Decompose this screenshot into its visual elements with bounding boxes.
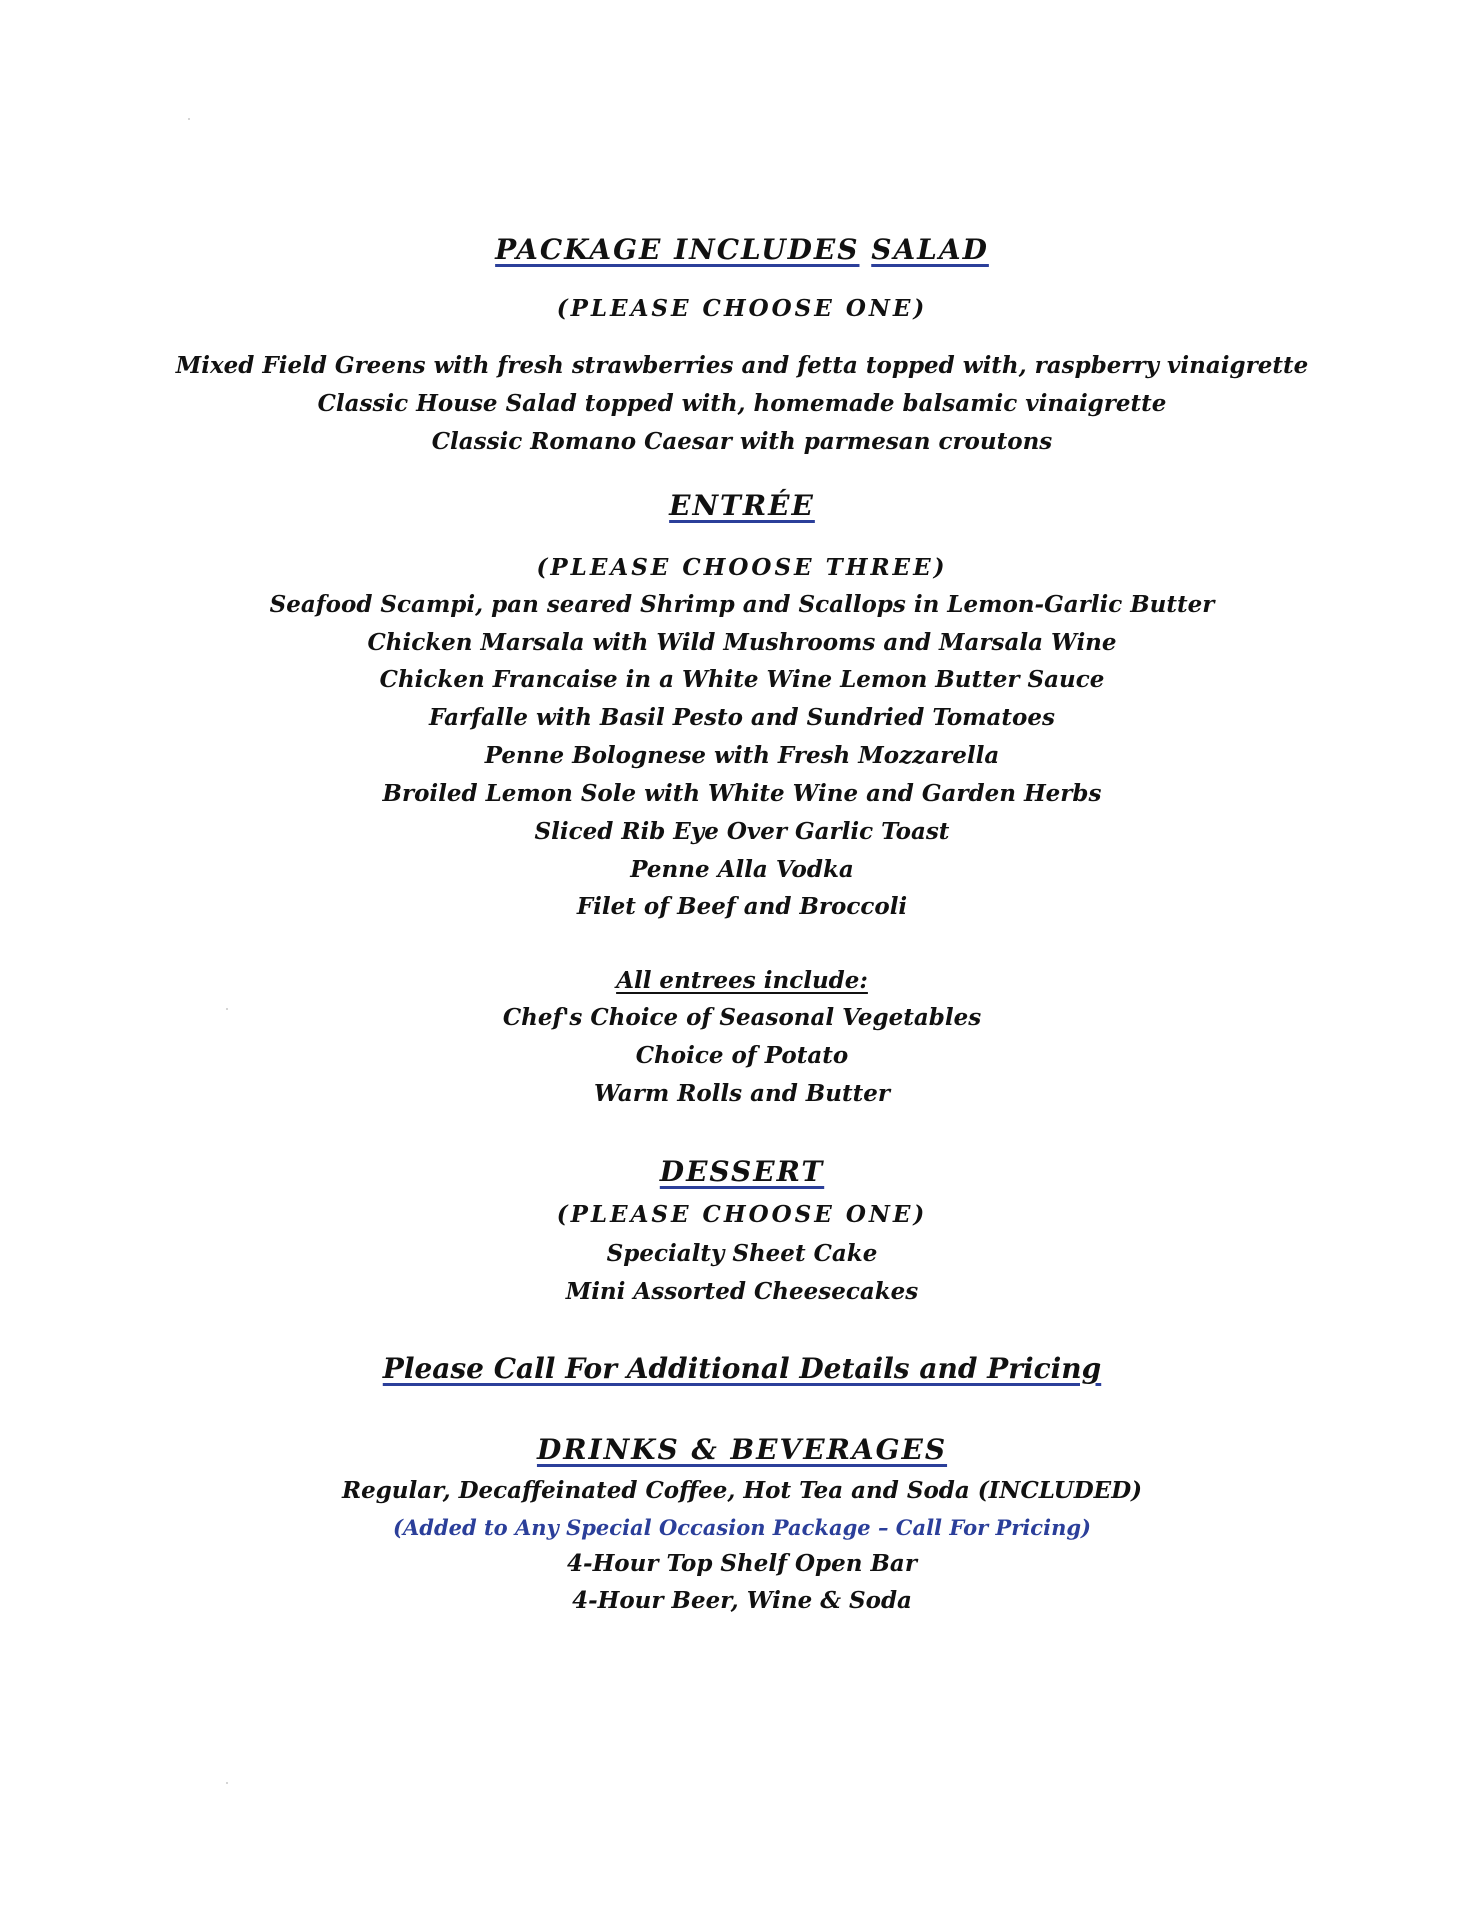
salad-heading — [0, 233, 1484, 266]
entree-item: Farfalle with Basil Pesto and Sundried Tomatoes — [429, 704, 1055, 731]
pricing-notice: Please Call For Additional Details and Pricing — [382, 1352, 1102, 1385]
entree-item: Filet of Beef and Broccoli — [576, 893, 908, 920]
salad-heading-part1: PACKAGE INCLUDES — [495, 233, 860, 266]
entree-heading — [0, 489, 1484, 522]
entree-item: Chicken Francaise in a White Wine Lemon Butter Sauce — [379, 666, 1105, 693]
salad-instruction: (PLEASE CHOOSE ONE) — [556, 295, 928, 322]
drinks-included-line: Regular, Decaffeinated Coffee, Hot Tea and Soda (INCLUDED) — [341, 1477, 1143, 1504]
entree-instruction: (PLEASE CHOOSE THREE) — [536, 554, 948, 581]
entree-includes-item: Choice of Potato — [635, 1042, 849, 1069]
drinks-addon-note: (Added to Any Special Occasion Package – Call For Pricing) — [393, 1515, 1091, 1540]
salad-item: Classic Romano Caesar with parmesan croutons — [431, 428, 1053, 455]
drinks-heading-text: DRINKS & BEVERAGES — [536, 1433, 948, 1466]
dessert-instruction: (PLEASE CHOOSE ONE) — [556, 1201, 928, 1228]
dessert-item: Specialty Sheet Cake — [606, 1240, 878, 1267]
drinks-heading — [0, 1433, 1484, 1466]
dessert-heading — [0, 1155, 1484, 1188]
entree-item: Chicken Marsala with Wild Mushrooms and Marsala Wine — [367, 629, 1117, 656]
salad-heading-part2: SALAD — [871, 233, 989, 266]
entree-item: Penne Alla Vodka — [630, 856, 854, 883]
dessert-item: Mini Assorted Cheesecakes — [565, 1278, 919, 1305]
entree-item: Seafood Scampi, pan seared Shrimp and Scallops in Lemon-Garlic Butter — [269, 591, 1215, 618]
dessert-heading-text: DESSERT — [659, 1155, 825, 1188]
drinks-item: 4-Hour Top Shelf Open Bar — [567, 1550, 917, 1577]
drinks-item: 4-Hour Beer, Wine & Soda — [572, 1587, 912, 1614]
entree-item: Broiled Lemon Sole with White Wine and Garden Herbs — [382, 780, 1102, 807]
salad-item: Classic House Salad topped with, homemade balsamic vinaigrette — [317, 390, 1167, 417]
entree-includes-item: Chef's Choice of Seasonal Vegetables — [502, 1004, 982, 1031]
entree-item: Sliced Rib Eye Over Garlic Toast — [534, 818, 950, 845]
entree-includes-label: All entrees include: — [616, 967, 868, 994]
salad-item: Mixed Field Greens with fresh strawberries and fetta topped with, raspberry vinaigrette — [175, 352, 1309, 379]
entree-heading-text: ENTRÉE — [669, 489, 815, 522]
entree-item: Penne Bolognese with Fresh Mozzarella — [484, 742, 1000, 769]
entree-includes-item: Warm Rolls and Butter — [594, 1080, 890, 1107]
scan-speck — [226, 1782, 228, 1784]
scan-speck — [188, 118, 190, 120]
